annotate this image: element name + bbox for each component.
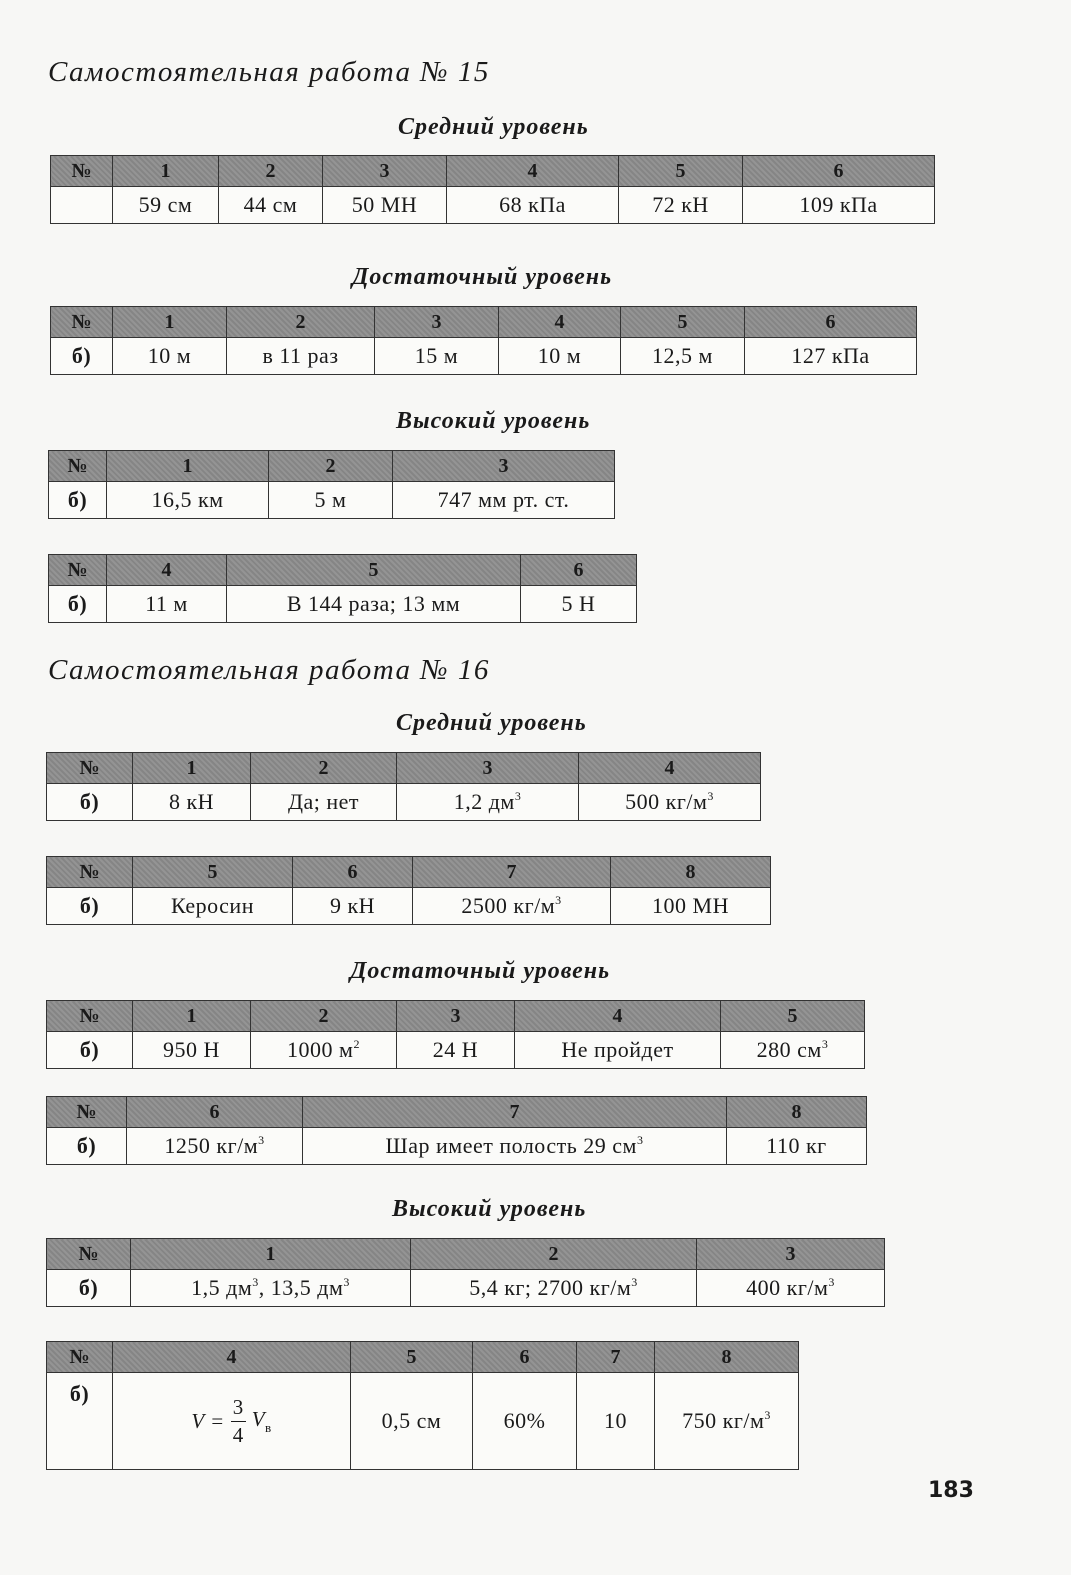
col-header: 4 bbox=[515, 1001, 721, 1032]
answer-cell: 1250 $кг/м^3$ bbox=[127, 1128, 303, 1165]
col-header: 6 bbox=[473, 1342, 577, 1373]
answer-cell: 0,5 см bbox=[351, 1373, 473, 1470]
answer-cell: 500 $кг/м^3$ bbox=[579, 784, 761, 821]
work16-high-title: Высокий уровень bbox=[392, 1196, 587, 1222]
answer-cell: 68 кПа bbox=[447, 187, 619, 224]
col-header: 8 bbox=[611, 857, 771, 888]
table-header-row bbox=[47, 753, 761, 784]
work15-high-title: Высокий уровень bbox=[396, 408, 591, 434]
answer-cell: 15 м bbox=[375, 338, 499, 375]
col-header: 6 bbox=[743, 156, 935, 187]
answer-cell: 10 bbox=[577, 1373, 655, 1470]
col-header: 2 bbox=[227, 307, 375, 338]
col-header: 5 bbox=[619, 156, 743, 187]
col-header: 1 bbox=[133, 753, 251, 784]
answer-cell: в 11 раз bbox=[227, 338, 375, 375]
num-header: № bbox=[51, 156, 113, 187]
answer-cell: Шар имеет полость 29 $см^3$ bbox=[303, 1128, 727, 1165]
table-header-row bbox=[51, 156, 935, 187]
answer-cell: 747 мм рт. ст. bbox=[393, 482, 615, 519]
row-label: б) bbox=[49, 586, 107, 623]
row-label: б) bbox=[47, 784, 133, 821]
work16-sufficient-table-1 bbox=[46, 1000, 865, 1069]
table-row bbox=[51, 187, 935, 224]
col-header: 7 bbox=[577, 1342, 655, 1373]
answer-cell: 5 м bbox=[269, 482, 393, 519]
answer-cell: 11 м bbox=[107, 586, 227, 623]
col-header: 1 bbox=[133, 1001, 251, 1032]
answer-cell: 50 МН bbox=[323, 187, 447, 224]
col-header: 7 bbox=[413, 857, 611, 888]
row-label: б) bbox=[47, 888, 133, 925]
work16-high-table-1 bbox=[46, 1238, 885, 1307]
work16-title: Самостоятельная работа № 16 bbox=[48, 654, 490, 686]
row-label: б) bbox=[47, 1128, 127, 1165]
fraction: $\frac{3}{4}$ bbox=[232, 1394, 244, 1447]
answer-cell: 1,2 $дм^3$ bbox=[397, 784, 579, 821]
col-header: 6 bbox=[127, 1097, 303, 1128]
page-number: 183 bbox=[928, 1478, 974, 1503]
col-header: 6 bbox=[293, 857, 413, 888]
table-row bbox=[47, 1373, 799, 1470]
table-header-row bbox=[47, 1097, 867, 1128]
table-row bbox=[47, 1032, 865, 1069]
answer-cell: 2500 $кг/м^3$ bbox=[413, 888, 611, 925]
col-header: 1 bbox=[131, 1239, 411, 1270]
work15-title: Самостоятельная работа № 15 bbox=[48, 56, 490, 88]
answer-cell: Керосин bbox=[133, 888, 293, 925]
col-header: 7 bbox=[303, 1097, 727, 1128]
answer-cell: Не пройдет bbox=[515, 1032, 721, 1069]
work15-medium-title: Средний уровень bbox=[398, 114, 589, 140]
col-header: 4 bbox=[499, 307, 621, 338]
col-header: 3 bbox=[697, 1239, 885, 1270]
work16-high-table-2 bbox=[46, 1341, 799, 1470]
num-header: № bbox=[47, 1239, 131, 1270]
col-header: 4 bbox=[447, 156, 619, 187]
answer-cell: 44 см bbox=[219, 187, 323, 224]
work15-sufficient-table bbox=[50, 306, 917, 375]
answer-cell: 750 $кг/м^3$ bbox=[655, 1373, 799, 1470]
num-header: № bbox=[47, 1097, 127, 1128]
work16-medium-title: Средний уровень bbox=[396, 710, 587, 736]
num-header: № bbox=[47, 753, 133, 784]
volume-formula: V = $\frac{3}{4}$ $V_в$ bbox=[191, 1394, 272, 1447]
answer-cell: 10 м bbox=[499, 338, 621, 375]
col-header: 4 bbox=[579, 753, 761, 784]
answer-cell: 400 $кг/м^3$ bbox=[697, 1270, 885, 1307]
col-header: 1 bbox=[107, 451, 269, 482]
col-header: 3 bbox=[397, 753, 579, 784]
work15-high-table-1 bbox=[48, 450, 615, 519]
answer-cell: 24 Н bbox=[397, 1032, 515, 1069]
col-header: 3 bbox=[393, 451, 615, 482]
answer-cell: 110 кг bbox=[727, 1128, 867, 1165]
col-header: 4 bbox=[107, 555, 227, 586]
answer-cell: 127 кПа bbox=[745, 338, 917, 375]
col-header: 6 bbox=[521, 555, 637, 586]
row-label: б) bbox=[47, 1270, 131, 1307]
table-header-row bbox=[47, 1001, 865, 1032]
table-header-row bbox=[49, 451, 615, 482]
col-header: 2 bbox=[269, 451, 393, 482]
answer-cell: 100 МН bbox=[611, 888, 771, 925]
row-label: б) bbox=[47, 1032, 133, 1069]
table-header-row bbox=[51, 307, 917, 338]
work15-high-table-2 bbox=[48, 554, 637, 623]
answer-cell: 1,5 $дм^3$, 13,5 $дм^3$ bbox=[131, 1270, 411, 1307]
work16-medium-table-1 bbox=[46, 752, 761, 821]
row-label: б) bbox=[47, 1373, 113, 1470]
table-row bbox=[47, 784, 761, 821]
col-header: 2 bbox=[219, 156, 323, 187]
answer-cell: 16,5 км bbox=[107, 482, 269, 519]
work16-sufficient-table-2 bbox=[46, 1096, 867, 1165]
answer-cell: 9 кН bbox=[293, 888, 413, 925]
answer-cell: 59 см bbox=[113, 187, 219, 224]
table-row bbox=[47, 888, 771, 925]
col-header: 2 bbox=[411, 1239, 697, 1270]
answer-cell: 950 Н bbox=[133, 1032, 251, 1069]
answer-cell: 5 Н bbox=[521, 586, 637, 623]
answer-cell: 1000 $м^2$ bbox=[251, 1032, 397, 1069]
work16-sufficient-title: Достаточный уровень bbox=[350, 958, 611, 984]
table-row bbox=[51, 338, 917, 375]
col-header: 8 bbox=[727, 1097, 867, 1128]
row-label bbox=[51, 187, 113, 224]
answer-cell: В 144 раза; 13 мм bbox=[227, 586, 521, 623]
table-header-row bbox=[47, 1239, 885, 1270]
col-header: 2 bbox=[251, 1001, 397, 1032]
table-header-row bbox=[49, 555, 637, 586]
num-header: № bbox=[51, 307, 113, 338]
col-header: 3 bbox=[397, 1001, 515, 1032]
col-header: 4 bbox=[113, 1342, 351, 1373]
col-header: 1 bbox=[113, 156, 219, 187]
answer-cell: 109 кПа bbox=[743, 187, 935, 224]
row-label: б) bbox=[49, 482, 107, 519]
col-header: 5 bbox=[133, 857, 293, 888]
answer-cell: 8 кН bbox=[133, 784, 251, 821]
col-header: 3 bbox=[375, 307, 499, 338]
answer-cell: Да; нет bbox=[251, 784, 397, 821]
table-row bbox=[47, 1128, 867, 1165]
col-header: 5 bbox=[227, 555, 521, 586]
row-label: б) bbox=[51, 338, 113, 375]
col-header: 2 bbox=[251, 753, 397, 784]
col-header: 6 bbox=[745, 307, 917, 338]
work15-sufficient-title: Достаточный уровень bbox=[352, 264, 613, 290]
table-header-row bbox=[47, 1342, 799, 1373]
num-header: № bbox=[47, 857, 133, 888]
num-header: № bbox=[49, 451, 107, 482]
col-header: 5 bbox=[351, 1342, 473, 1373]
col-header: 5 bbox=[621, 307, 745, 338]
answer-cell: 10 м bbox=[113, 338, 227, 375]
answer-cell: 60% bbox=[473, 1373, 577, 1470]
num-header: № bbox=[47, 1342, 113, 1373]
table-row bbox=[49, 482, 615, 519]
answer-cell: 280 $см^3$ bbox=[721, 1032, 865, 1069]
col-header: 8 bbox=[655, 1342, 799, 1373]
col-header: 5 bbox=[721, 1001, 865, 1032]
col-header: 3 bbox=[323, 156, 447, 187]
answer-cell: 72 кН bbox=[619, 187, 743, 224]
answer-cell: 12,5 м bbox=[621, 338, 745, 375]
table-row bbox=[49, 586, 637, 623]
work15-medium-table bbox=[50, 155, 935, 224]
num-header: № bbox=[47, 1001, 133, 1032]
col-header: 1 bbox=[113, 307, 227, 338]
table-header-row bbox=[47, 857, 771, 888]
num-header: № bbox=[49, 555, 107, 586]
answer-cell: 5,4 кг; 2700 $кг/м^3$ bbox=[411, 1270, 697, 1307]
work16-medium-table-2 bbox=[46, 856, 771, 925]
answer-cell bbox=[113, 1373, 351, 1470]
table-row bbox=[47, 1270, 885, 1307]
